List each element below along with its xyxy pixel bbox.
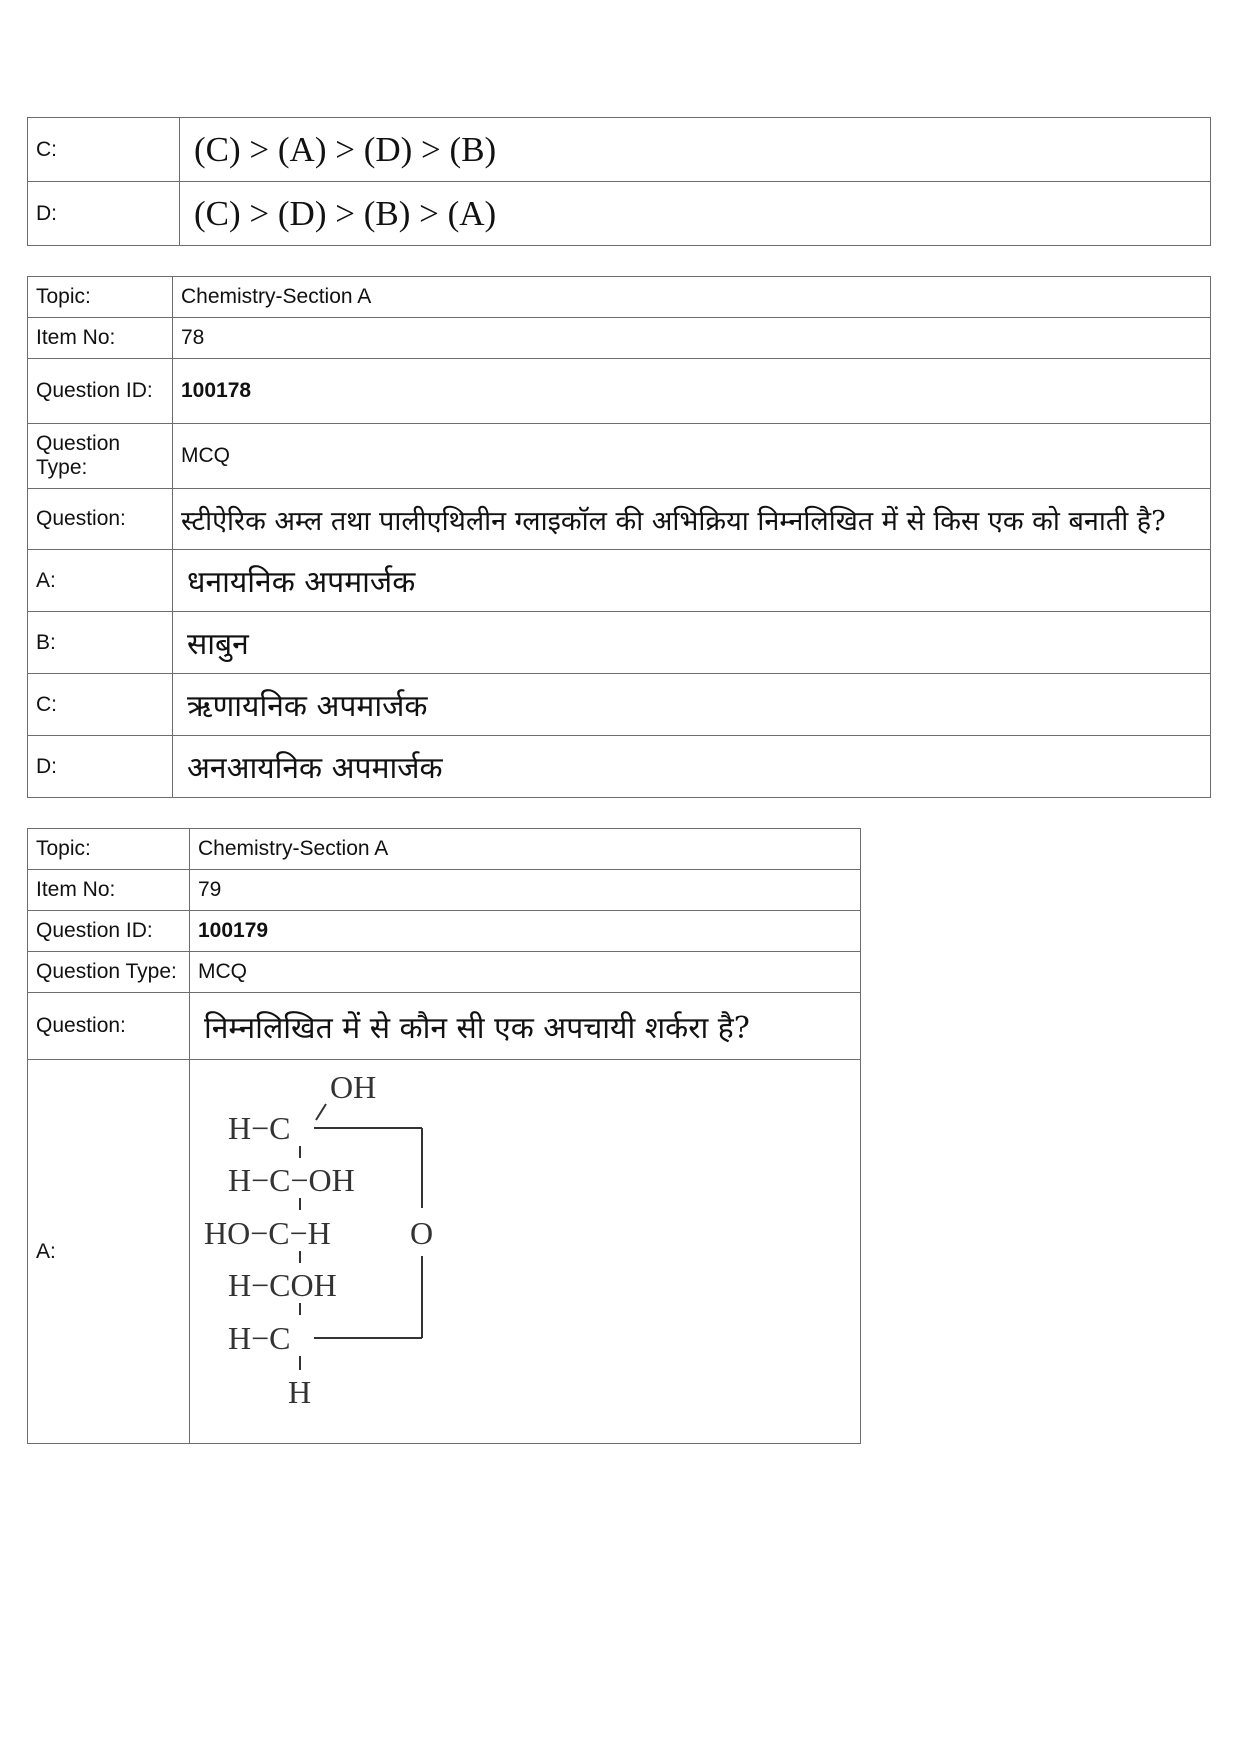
option-c-text: ऋणायनिक अपमार्जक (173, 674, 1211, 736)
question-78-table (27, 276, 1211, 798)
option-a-label: A: (28, 1060, 190, 1444)
option-row (28, 182, 1211, 246)
item-no-row (28, 318, 1211, 359)
question-label: Question: (28, 489, 173, 550)
topic-value: Chemistry-Section A (190, 829, 861, 870)
ring-oxygen-text: O (410, 1215, 434, 1251)
option-row (28, 550, 1211, 612)
option-a-label: A: (28, 550, 173, 612)
oh-top-text: OH (330, 1069, 377, 1105)
option-row (28, 118, 1211, 182)
question-79-table (27, 828, 861, 1444)
question-text: निम्नलिखित में से कौन सी एक अपचायी शर्करा है? (190, 993, 861, 1060)
topic-row (28, 277, 1211, 318)
option-d-label: D: (28, 182, 180, 246)
question-row (28, 993, 861, 1060)
item-no-label: Item No: (28, 318, 173, 359)
option-row (28, 674, 1211, 736)
question-type-row (28, 424, 1211, 489)
item-no-label: Item No: (28, 870, 190, 911)
question-type-label: Question Type: (28, 424, 173, 489)
option-row (28, 736, 1211, 798)
question-row (28, 489, 1211, 550)
option-row (28, 612, 1211, 674)
topic-label: Topic: (28, 277, 173, 318)
question-id-value: 100178 (173, 359, 1211, 424)
row1-text: H−C (228, 1110, 291, 1146)
question-label: Question: (28, 993, 190, 1060)
topic-label: Topic: (28, 829, 190, 870)
question-text: स्टीऐरिक अम्ल तथा पालीएथिलीन ग्लाइकॉल की अभिक्रिया निम्नलिखित में से किस एक को बनाती है? (173, 489, 1211, 550)
option-c-label: C: (28, 118, 180, 182)
question-id-row (28, 911, 861, 952)
option-d-text: (C) > (D) > (B) > (A) (180, 182, 1211, 246)
row2-text: H−C−OH (228, 1162, 355, 1198)
row3-text: HO−C−H (204, 1215, 331, 1251)
oh-bond-line (316, 1104, 326, 1120)
question-id-label: Question ID: (28, 911, 190, 952)
topic-row (28, 829, 861, 870)
question-type-value: MCQ (190, 952, 861, 993)
question-type-row (28, 952, 861, 993)
item-no-value: 79 (190, 870, 861, 911)
row6-text: H (288, 1374, 312, 1410)
option-d-text: अनआयनिक अपमार्जक (173, 736, 1211, 798)
topic-value: Chemistry-Section A (173, 277, 1211, 318)
row5-text: H−C (228, 1320, 291, 1356)
sugar-structure-diagram (190, 1060, 860, 1443)
question-id-row (28, 359, 1211, 424)
question-id-value: 100179 (190, 911, 861, 952)
option-row (28, 1060, 861, 1444)
item-no-value: 78 (173, 318, 1211, 359)
option-b-label: B: (28, 612, 173, 674)
option-b-text: साबुन (173, 612, 1211, 674)
option-c-text: (C) > (A) > (D) > (B) (180, 118, 1211, 182)
previous-question-options-table (27, 117, 1211, 246)
option-c-label: C: (28, 674, 173, 736)
option-d-label: D: (28, 736, 173, 798)
question-id-label: Question ID: (28, 359, 173, 424)
option-a-structure (190, 1060, 861, 1444)
item-no-row (28, 870, 861, 911)
question-type-label: Question Type: (28, 952, 190, 993)
question-type-value: MCQ (173, 424, 1211, 489)
option-a-text: धनायनिक अपमार्जक (173, 550, 1211, 612)
row4-text: H−COH (228, 1267, 337, 1303)
